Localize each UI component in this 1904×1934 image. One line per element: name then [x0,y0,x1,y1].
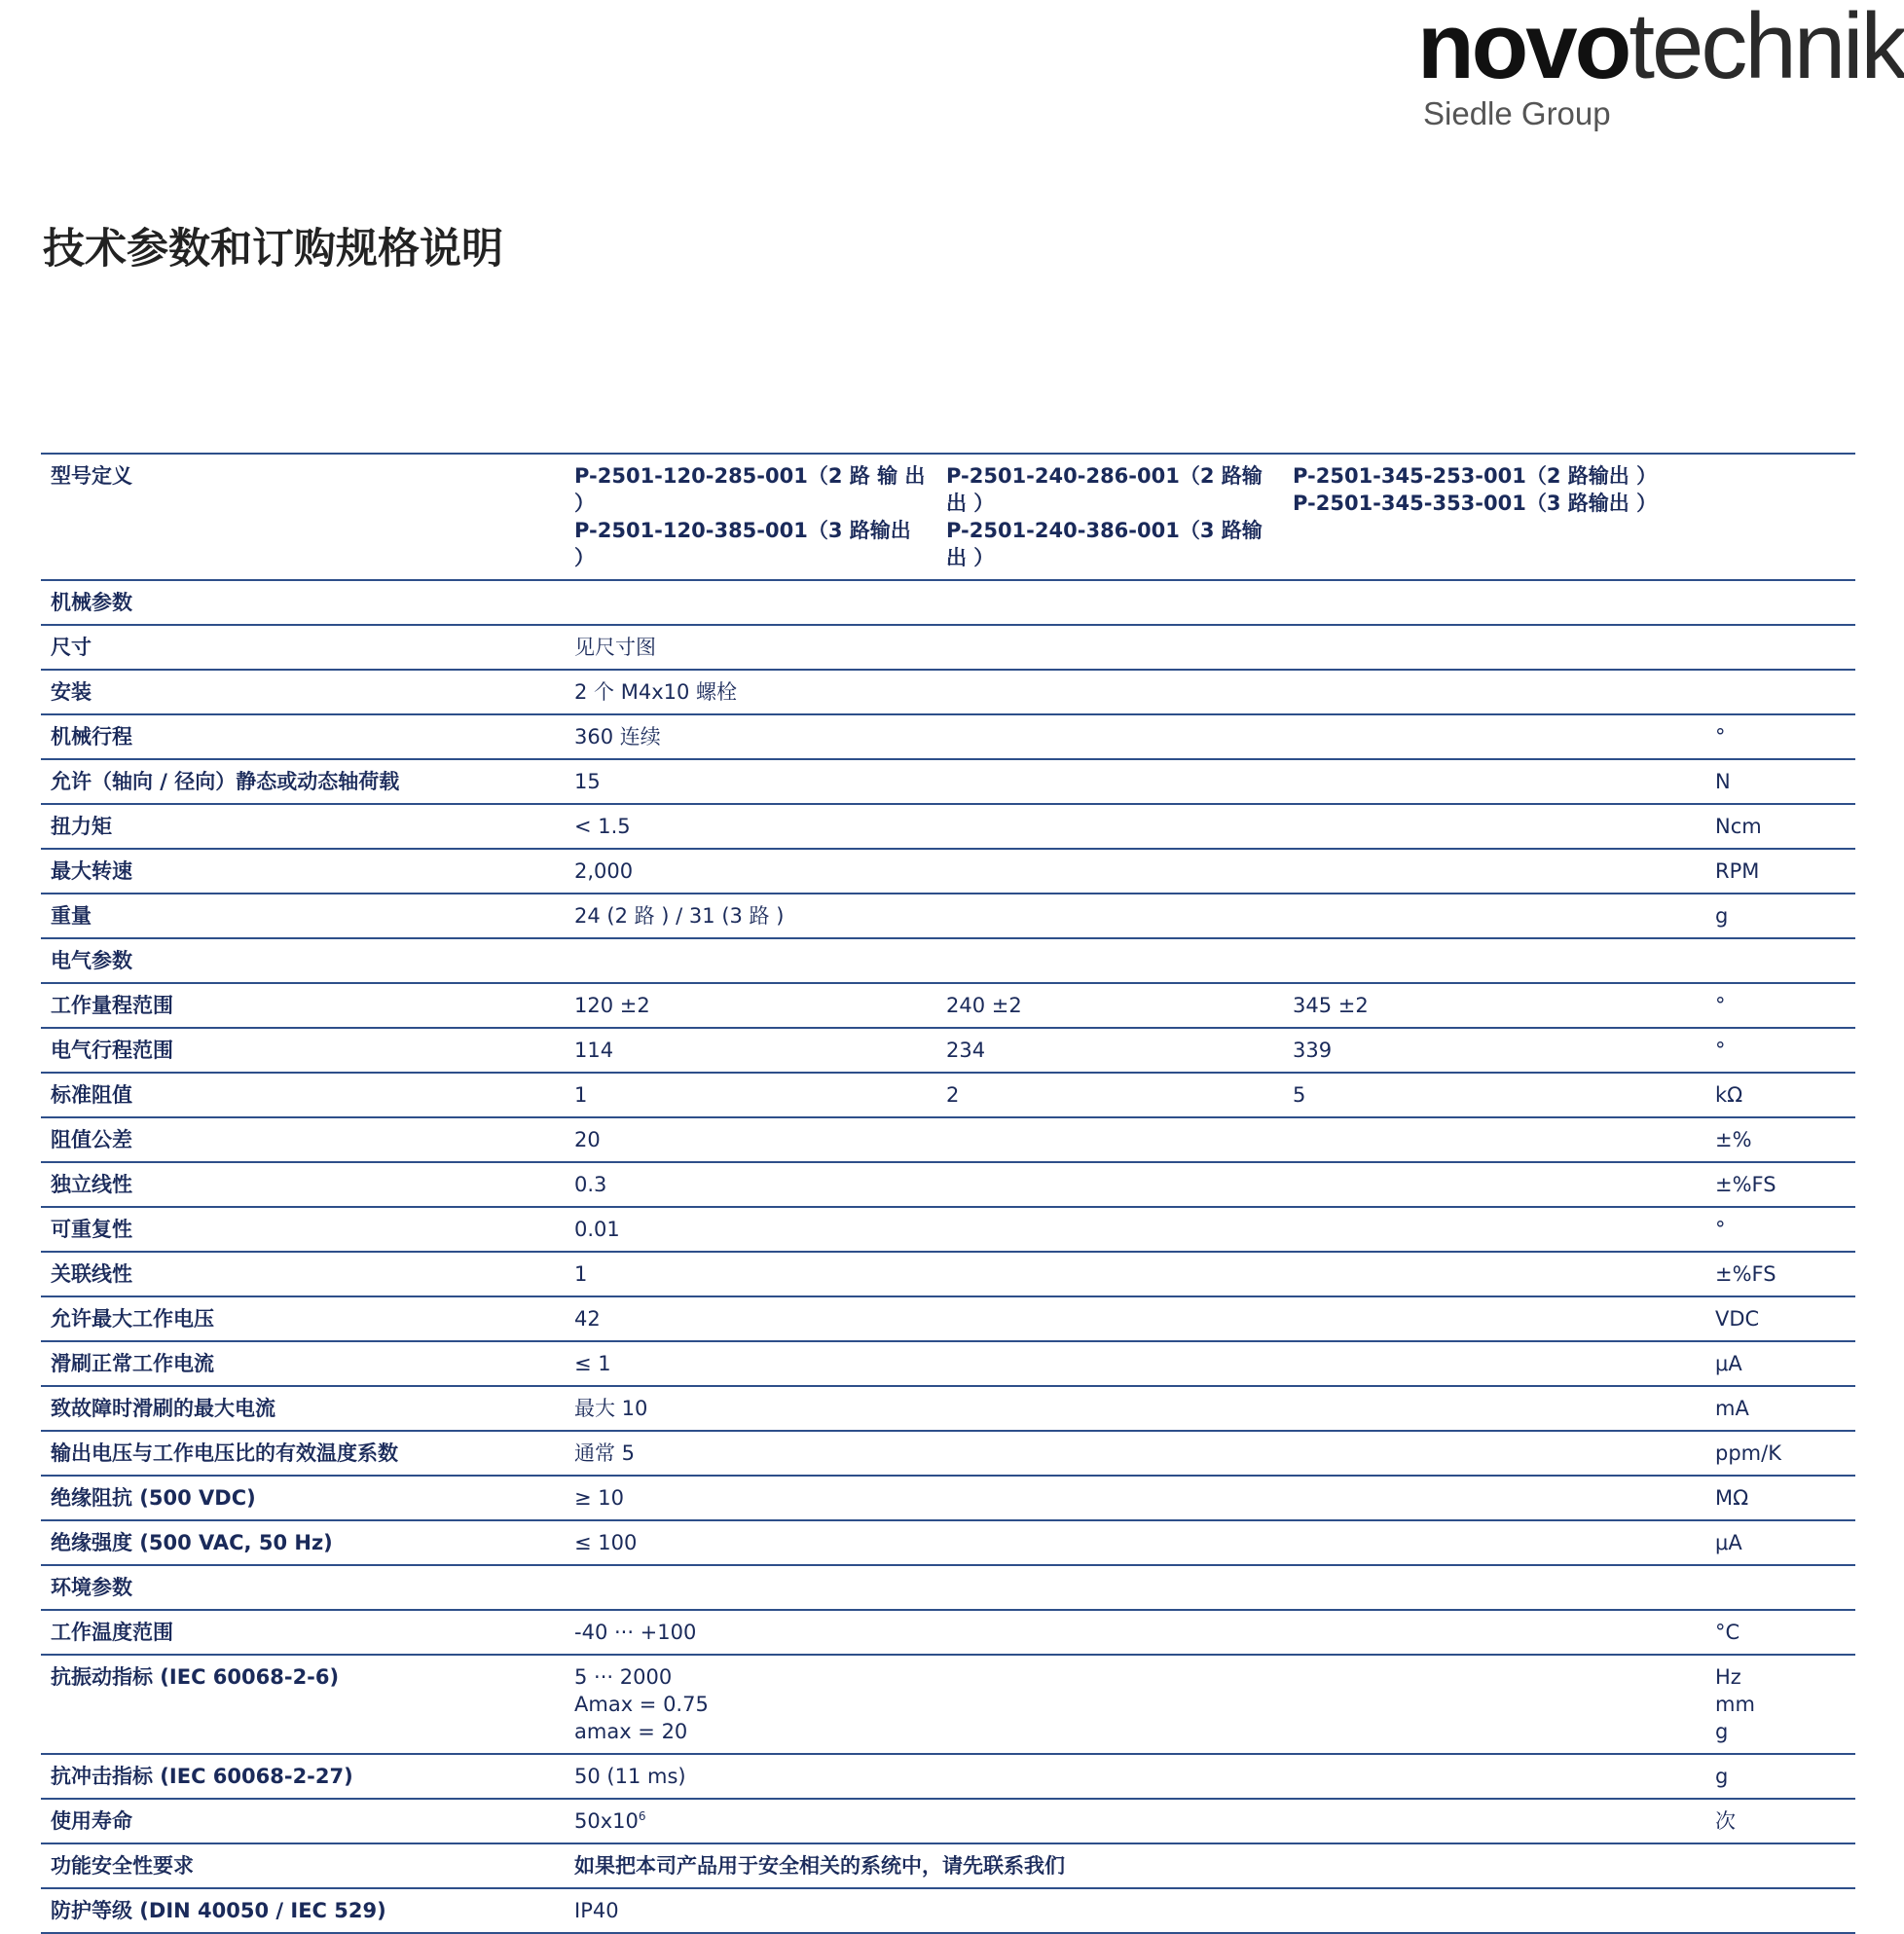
row-label: 独立线性 [41,1162,565,1207]
row-unit: RPM [1703,849,1855,894]
row-value: 2 个 M4x10 螺栓 [565,670,1703,714]
row-value: 最大 10 [565,1386,1703,1431]
section-header-mechanical [41,580,1855,625]
table-row [41,1520,1855,1565]
page-title: 技术参数和订购规格说明 [43,225,503,274]
row-unit-line: g [1715,1720,1729,1743]
table-row [41,1843,1855,1888]
table-row [41,1386,1855,1431]
row-label: 阻值公差 [41,1117,565,1162]
row-value-1: 1 [565,1073,936,1117]
row-label: 致故障时滑刷的最大电流 [41,1386,565,1431]
row-unit: ° [1703,1207,1855,1252]
table-row [41,1207,1855,1252]
row-unit: ° [1703,714,1855,759]
table-row [41,1252,1855,1296]
row-unit-line: Hz [1715,1665,1741,1689]
row-unit-multiline [1703,1655,1855,1754]
table-row [41,1799,1855,1843]
row-value [565,1799,1703,1843]
row-unit [1703,625,1855,670]
table-row [41,1888,1855,1933]
row-unit: μA [1703,1341,1855,1386]
row-value: 42 [565,1296,1703,1341]
row-value: 20 [565,1117,1703,1162]
row-value: IP40 [565,1888,1703,1933]
model-code: P-2501-240-386-001（3 路输出 ） [946,519,1263,569]
row-value-1: 114 [565,1028,936,1073]
section-title: 环境参数 [41,1565,1855,1610]
model-cell-3 [1283,454,1703,580]
row-value-line: 5 ··· 2000 [574,1665,673,1689]
row-label: 功能安全性要求 [41,1843,565,1888]
row-value: 2,000 [565,849,1703,894]
row-value-3: 345 ±2 [1283,983,1703,1028]
table-row [41,849,1855,894]
row-unit: μA [1703,1520,1855,1565]
row-label: 可重复性 [41,1207,565,1252]
row-label: 绝缘强度 (500 VAC, 50 Hz) [41,1520,565,1565]
row-label: 绝缘阻抗 (500 VDC) [41,1476,565,1520]
row-value: -40 ··· +100 [565,1610,1703,1655]
row-value: 24 (2 路 ) / 31 (3 路 ) [565,894,1703,938]
row-value-2: 240 ±2 [936,983,1283,1028]
row-label: 使用寿命 [41,1799,565,1843]
table-row [41,759,1855,804]
model-code: P-2501-120-285-001（2 路 输 出 ） [574,464,926,515]
row-unit: ±% [1703,1117,1855,1162]
table-row [41,1431,1855,1476]
row-unit: ±%FS [1703,1162,1855,1207]
row-label: 型号定义 [41,454,565,580]
row-value-line: Amax = 0.75 [574,1693,709,1716]
row-value-2: 234 [936,1028,1283,1073]
row-value-3: 5 [1283,1073,1703,1117]
row-value: 360 连续 [565,714,1703,759]
table-row [41,1754,1855,1799]
model-code: P-2501-345-253-001（2 路输出 ） [1293,464,1658,488]
model-cell-1 [565,454,936,580]
table-row [41,625,1855,670]
table-row [41,1610,1855,1655]
row-label: 允许最大工作电压 [41,1296,565,1341]
life-value-base: 50x10 [574,1809,639,1833]
logo-group-name: Siedle Group [1423,95,1611,131]
table-row [41,1073,1855,1117]
table-row [41,670,1855,714]
row-label: 电气行程范围 [41,1028,565,1073]
row-unit: g [1703,1754,1855,1799]
row-label: 抗振动指标 (IEC 60068-2-6) [41,1655,565,1754]
row-value-line: amax = 20 [574,1720,688,1743]
row-label: 最大转速 [41,849,565,894]
table-row [41,804,1855,849]
row-value: 1 [565,1252,1703,1296]
table-row [41,1117,1855,1162]
row-value: < 1.5 [565,804,1703,849]
row-unit: ppm/K [1703,1431,1855,1476]
row-label: 输出电压与工作电压比的有效温度系数 [41,1431,565,1476]
row-unit: kΩ [1703,1073,1855,1117]
table-row [41,1028,1855,1073]
row-value: 0.3 [565,1162,1703,1207]
row-value: ≤ 1 [565,1341,1703,1386]
logo-brand-light: technik [1629,0,1904,98]
table-row-vibration [41,1655,1855,1754]
row-value-multiline [565,1655,1703,1754]
table-row [41,894,1855,938]
row-unit-line: mm [1715,1693,1755,1716]
row-label: 抗冲击指标 (IEC 60068-2-27) [41,1754,565,1799]
model-code: P-2501-240-286-001（2 路输出 ） [946,464,1263,515]
row-unit: °C [1703,1610,1855,1655]
row-unit: Ncm [1703,804,1855,849]
row-unit: MΩ [1703,1476,1855,1520]
section-header-electrical [41,938,1855,983]
row-label: 工作量程范围 [41,983,565,1028]
row-unit: ° [1703,1028,1855,1073]
company-logo [1417,0,1904,132]
logo-brand-bold: novo [1417,0,1629,98]
section-title: 电气参数 [41,938,1855,983]
row-label: 工作温度范围 [41,1610,565,1655]
table-row [41,1476,1855,1520]
row-value-1: 120 ±2 [565,983,936,1028]
row-value: 15 [565,759,1703,804]
model-code: P-2501-345-353-001（3 路输出 ） [1293,492,1658,515]
logo-wordmark [1417,0,1904,98]
table-row [41,1341,1855,1386]
row-value: 如果把本司产品用于安全相关的系统中，请先联系我们 [565,1843,1855,1888]
row-label: 防护等级 (DIN 40050 / IEC 529) [41,1888,565,1933]
row-unit: ±%FS [1703,1252,1855,1296]
model-cell-2 [936,454,1283,580]
table-row [41,714,1855,759]
table-row-model [41,454,1855,580]
life-value-exponent: 6 [638,1809,646,1823]
section-header-environmental [41,1565,1855,1610]
spec-table [41,453,1855,1934]
row-unit: N [1703,759,1855,804]
table-row [41,1296,1855,1341]
table-row [41,983,1855,1028]
row-label: 安装 [41,670,565,714]
row-unit [1703,670,1855,714]
row-value: 50 (11 ms) [565,1754,1703,1799]
row-unit: g [1703,894,1855,938]
row-value: ≤ 100 [565,1520,1703,1565]
row-value: ≥ 10 [565,1476,1703,1520]
row-unit: VDC [1703,1296,1855,1341]
row-value-2: 2 [936,1073,1283,1117]
table-row [41,1162,1855,1207]
row-label: 扭力矩 [41,804,565,849]
row-label: 尺寸 [41,625,565,670]
row-unit: mA [1703,1386,1855,1431]
row-label: 关联线性 [41,1252,565,1296]
row-value: 0.01 [565,1207,1703,1252]
row-unit: 次 [1703,1799,1855,1843]
row-label: 机械行程 [41,714,565,759]
row-value: 见尺寸图 [565,625,1703,670]
row-label: 重量 [41,894,565,938]
model-code: P-2501-120-385-001（3 路输出 ） [574,519,911,569]
row-value-3: 339 [1283,1028,1703,1073]
row-unit: ° [1703,983,1855,1028]
section-title: 机械参数 [41,580,1855,625]
row-value: 通常 5 [565,1431,1703,1476]
row-label: 允许（轴向 / 径向）静态或动态轴荷载 [41,759,565,804]
row-label: 滑刷正常工作电流 [41,1341,565,1386]
row-label: 标准阻值 [41,1073,565,1117]
